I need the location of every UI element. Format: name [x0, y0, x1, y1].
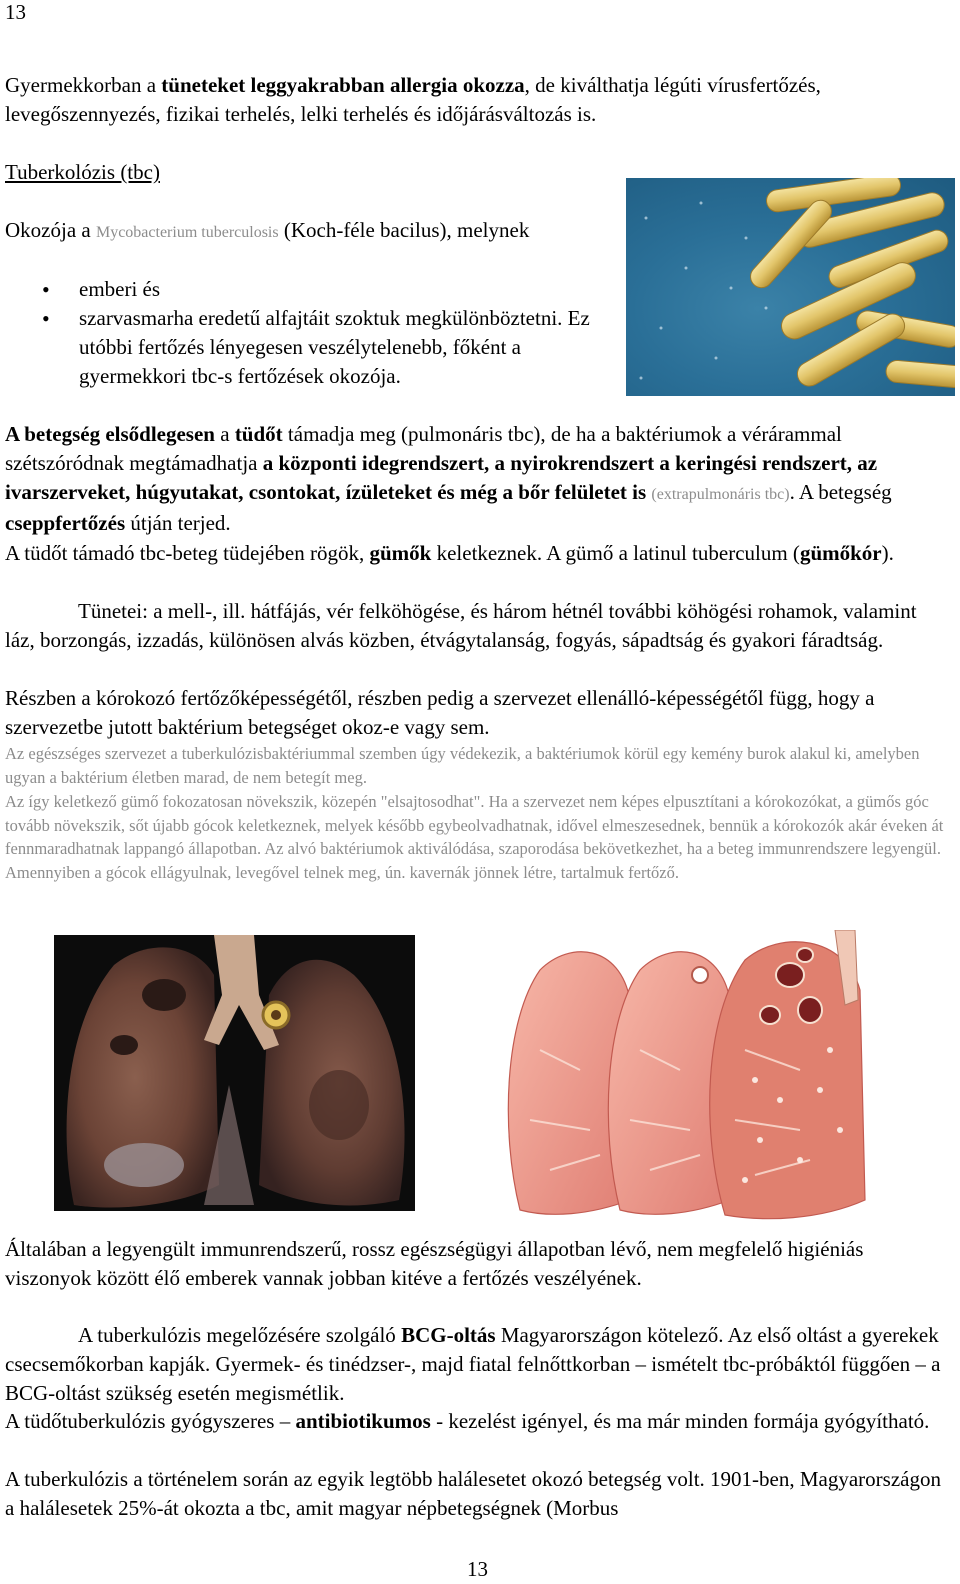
list-item: • emberi és — [42, 275, 602, 304]
gray-paragraph-1: Az egészséges szervezet a tuberkulózisbaktériummal szemben úgy védekezik, a baktériumok körül egy kemény burok alakul ki, amelyben ugyan a baktérium életben marad, de nem betegít meg. — [5, 744, 920, 787]
paragraph-main: A betegség elsődlegesen a tüdőt támadja meg (pulmonáris tbc), de ha a baktériumok a vérárammal szétszóródnak megtámadhatja a központi idegrendszert, a nyirokrendszert a keringési rendszert, az ivarszerveket, húgyutakat, csontokat, ízületeket és még a bőr felületet is (extrapulmonáris tbc). A betegség cseppfertőzés útján terjed. — [5, 422, 892, 535]
section-heading: Tuberkolózis (tbc) — [5, 160, 160, 184]
bacteria-micrograph — [626, 178, 955, 396]
tb-intro: Okozója a Mycobacterium tuberculosis (Koch-féle bacilus), melynek — [5, 218, 530, 242]
paragraph-history: A tuberkulózis a történelem során az egyik legtöbb halálesetet okozó betegség volt. 1901-ben, Magyarországon a halálesetek 25%-át okozta a tbc, amit magyar népbetegségnek (Morbus — [5, 1467, 941, 1520]
list-item: • szarvasmarha eredetű alfajtáit szoktuk megkülönböztetni. Ez utóbbi fertőzés lényegesen veszélytelenebb, főként a gyermekkori tbc-s fertőzések okozója. — [42, 304, 602, 391]
page-number-top: 13 — [5, 0, 26, 24]
paragraph-gumo: A tüdőt támadó tbc-beteg tüdejében rögök, gümők keletkeznek. A gümő a latinul tuberculum (gümőkór). — [5, 541, 894, 565]
gray-paragraph-2: Az így keletkező gümő fokozatosan növekszik, közepén "elsajtosodhat". Ha a szervezet nem képes elpusztítani a kórokozókat, a gümős góc tovább növekszik, sőt újabb gócok keletkeznek, melyek később egybeolvadhatnak, idővel elmeszesednek, bennük a kórokozók akár éveken át fennmaradhatnak lappangó állapotban. Az alvó baktériumok aktiválódása, szaporodása bekövetkezhet, ha a beteg immunrendszere legyengül. Amennyiben a gócok ellágyulnak, levegővel telnek meg, ún. kavernák jönnek létre, tartalmuk fertőző. — [5, 792, 944, 882]
paragraph-dependence: Részben a kórokozó fertőzőképességétől, részben pedig a szervezet ellenálló-képességétől függ, hogy a szervezetbe jutott baktérium betegséget okoz-e vagy sem. — [5, 686, 875, 739]
paragraph-general: Általában a legyengült immunrendszerű, rossz egészségügyi állapotban lévő, nem megfelelő higiéniás viszonyok között élő emberek vannak jobban kitéve a fertőzés veszélyének. — [5, 1237, 864, 1290]
lung-stages-illustration — [500, 930, 900, 1220]
bullet-list — [42, 275, 602, 391]
intro-paragraph: Gyermekkorban a tüneteket leggyakrabban allergia okozza, de kiválthatja légúti vírusfertőzés, levegőszennyezés, fizikai terhelés, lelki terhelés és időjárásváltozás is. — [5, 73, 821, 126]
paragraph-symptoms: Tünetei: a mell-, ill. hátfájás, vér felköhögése, és három hétnél további köhögési rohamok, valamint láz, borzongás, izzadás, különösen alvás közben, étvágytalanság, fogyás, sápadtság és gyakori fáradtság. — [5, 599, 917, 652]
paragraph-bcg: A tuberkulózis megelőzésére szolgáló BCG-oltás Magyarországon kötelező. Az első oltást a gyerekek csecsemőkorban kapják. Gyermek- és tinédzser-, majd fiatal felnőttkorban – ismételt tbc-próbáktól függően – a BCG-oltást szükség esetén megismétlik. — [5, 1323, 941, 1405]
lung-specimen-photo — [54, 935, 415, 1211]
paragraph-antibiotic: A tüdőtuberkulózis gyógyszeres – antibiotikumos - kezelést igényel, és ma már minden formája gyógyítható. — [5, 1409, 930, 1433]
species-name: Mycobacterium tuberculosis — [95, 224, 279, 241]
page-number-bottom: 13 — [467, 1557, 488, 1581]
